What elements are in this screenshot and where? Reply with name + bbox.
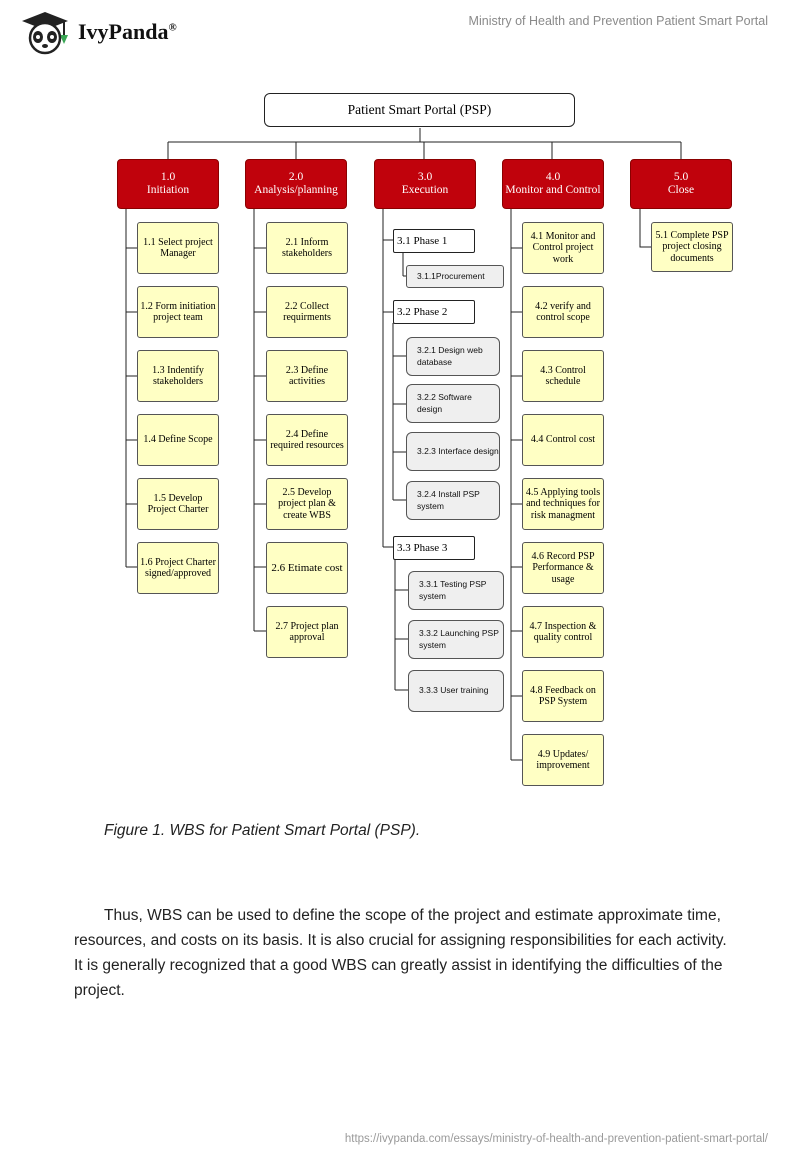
wbs-task: 1.1 Select project Manager [137,222,219,274]
wbs-subtask: 3.2.3 Interface design [406,432,500,471]
wbs-task: 2.4 Define required resources [266,414,348,466]
wbs-task: 2.2 Collect requirments [266,286,348,338]
execution-phase-2: 3.2 Phase 2 [393,300,475,324]
wbs-task: 2.5 Develop project plan & create WBS [266,478,348,530]
wbs-subtask: 3.1.1Procurement [406,265,504,288]
wbs-task: 1.2 Form initiation project team [137,286,219,338]
wbs-root-node: Patient Smart Portal (PSP) [264,93,575,127]
phase-label: Close [667,184,695,196]
wbs-subtask: 3.2.1 Design web database [406,337,500,376]
phase-label: Monitor and Control [505,184,601,196]
phase-initiation [117,159,219,209]
phase-label: Initiation [146,184,190,196]
phase-label: Analysis/planning [254,184,338,196]
wbs-task: 2.6 Etimate cost [266,542,348,594]
phase-number: 3.0 [417,170,433,183]
phase-monitor-control [502,159,604,209]
phase-analysis-planning [245,159,347,209]
phase-number: 2.0 [288,170,304,183]
wbs-task: 4.1 Monitor and Control project work [522,222,604,274]
wbs-subtask: 3.2.4 Install PSP system [406,481,500,520]
wbs-task: 2.7 Project plan approval [266,606,348,658]
body-paragraph: Thus, WBS can be used to define the scope of the project and estimate approximate time, resources, and costs on its basis. It is also crucial for assigning responsibilities for each activity. It is generally recognized that a good WBS can greatly assist in identifying the difficulties of the project. [74,907,727,999]
wbs-task: 5.1 Complete PSP project closing documents [651,222,733,272]
wbs-task: 4.5 Applying tools and techniques for risk managment [522,478,604,530]
wbs-subtask: 3.3.2 Launching PSP system [408,620,504,659]
execution-phase-1: 3.1 Phase 1 [393,229,475,253]
phase-number: 4.0 [545,170,561,183]
wbs-task: 2.3 Define activities [266,350,348,402]
phase-number: 5.0 [673,170,689,183]
wbs-subtask: 3.3.1 Testing PSP system [408,571,504,610]
page-header-title: Ministry of Health and Prevention Patient Smart Portal [468,14,768,28]
wbs-task: 4.9 Updates/ improvement [522,734,604,786]
phase-execution [374,159,476,209]
wbs-task: 1.4 Define Scope [137,414,219,466]
brand-name[interactable]: IvyPanda® [78,19,177,44]
figure-caption: Figure 1. WBS for Patient Smart Portal (PSP). [104,822,421,839]
wbs-task: 4.7 Inspection & quality control [522,606,604,658]
wbs-task: 4.3 Control schedule [522,350,604,402]
wbs-task: 2.1 Inform stakeholders [266,222,348,274]
wbs-task: 4.2 verify and control scope [522,286,604,338]
wbs-task: 4.6 Record PSP Performance & usage [522,542,604,594]
execution-phase-3: 3.3 Phase 3 [393,536,475,560]
footer-url[interactable]: https://ivypanda.com/essays/ministry-of-health-and-prevention-patient-smart-portal/ [344,1133,768,1145]
wbs-subtask: 3.2.2 Software design [406,384,500,423]
wbs-task: 1.3 Indentify stakeholders [137,350,219,402]
phase-number: 1.0 [160,170,176,183]
wbs-task: 1.5 Develop Project Charter [137,478,219,530]
wbs-task: 4.8 Feedback on PSP System [522,670,604,722]
wbs-task: 4.4 Control cost [522,414,604,466]
phase-label: Execution [401,184,449,196]
phase-close [630,159,732,209]
wbs-task: 1.6 Project Charter signed/approved [137,542,219,594]
wbs-subtask: 3.3.3 User training [408,670,504,712]
